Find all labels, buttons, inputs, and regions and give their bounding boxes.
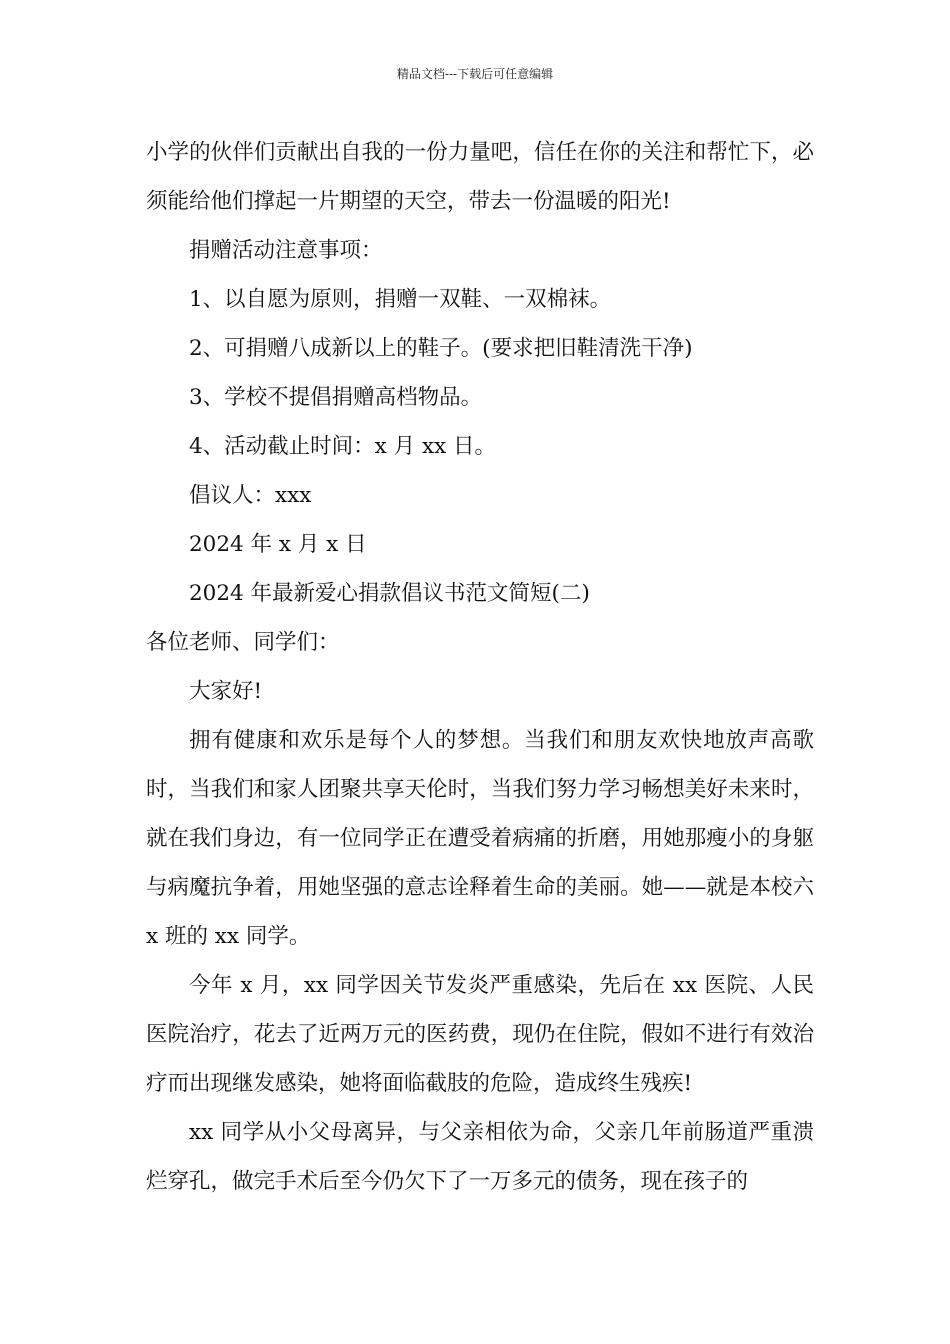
paragraph-item-2: 2、可捐赠八成新以上的鞋子。(要求把旧鞋清洗干净) [189, 336, 693, 361]
document-body [146, 128, 814, 1206]
paragraph-notice-heading: 捐赠活动注意事项： [189, 238, 383, 263]
paragraph-body-1: 拥有健康和欢乐是每个人的梦想。当我们和朋友欢快地放声高歌时，当我们和家人团聚共享天伦时，当我们努力学习畅想美好未来时，就在我们身边，有一位同学正在遭受着病痛的折磨，用她那瘦小的身躯与病魔抗争着，用她坚强的意志诠释着生命的美丽。她——就是本校六 x 班的 xx 同学。 [146, 728, 814, 949]
paragraph-salutation: 各位老师、同学们： [146, 630, 340, 655]
paragraph-intro-continued: 小学的伙伴们贡献出自我的一份力量吧，信任在你的关注和帮忙下，必须能给他们撑起一片期望的天空，带去一份温暖的阳光! [146, 140, 814, 214]
page-header: 精品文档---下载后可任意编辑 [396, 67, 554, 81]
paragraph-item-3: 3、学校不提倡捐赠高档物品。 [189, 385, 483, 410]
paragraph-body-2: 今年 x 月，xx 同学因关节发炎严重感染，先后在 xx 医院、人民医院治疗，花去了近两万元的医药费，现仍在住院，假如不进行有效治疗而出现继发感染，她将面临截肢的危险，造成终生残疾! [146, 973, 814, 1096]
paragraph-date: 2024 年 x 月 x 日 [189, 532, 367, 557]
paragraph-greeting: 大家好! [189, 679, 263, 704]
paragraph-initiator: 倡议人：xxx [189, 483, 312, 508]
paragraph-item-1: 1、以自愿为原则，捐赠一双鞋、一双棉袜。 [189, 287, 612, 312]
paragraph-section-title: 2024 年最新爱心捐款倡议书范文简短(二) [189, 581, 590, 606]
paragraph-body-3: xx 同学从小父母离异，与父亲相依为命，父亲几年前肠道严重溃烂穿孔，做完手术后至今仍欠下了一万多元的债务，现在孩子的 [146, 1120, 814, 1194]
paragraph-item-4: 4、活动截止时间：x 月 xx 日。 [189, 434, 497, 459]
